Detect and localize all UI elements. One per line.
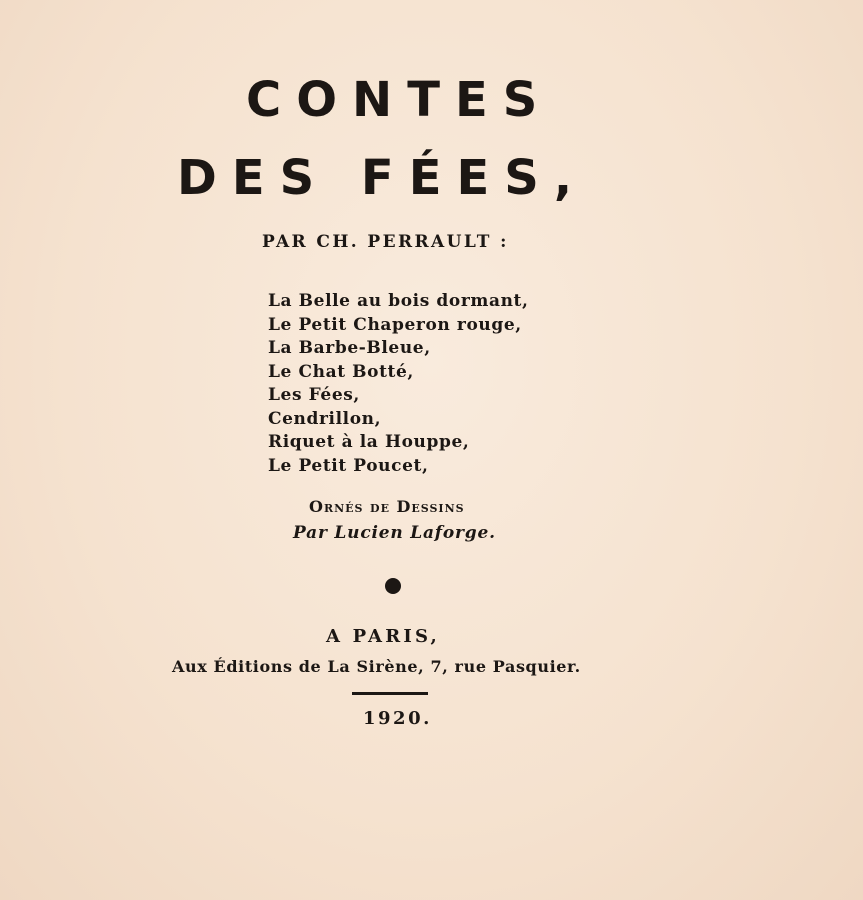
divider-rule	[352, 692, 428, 695]
tales-list	[268, 290, 529, 478]
illustrator-line: Par Lucien Laforge.	[293, 523, 496, 543]
title-line-2: DES FÉES,	[177, 150, 588, 206]
title-line-1: CONTES	[246, 72, 553, 128]
city-line: A PARIS,	[326, 626, 441, 647]
tale-item: La Barbe-Bleue,	[268, 338, 431, 358]
bullet-ornament-icon	[385, 578, 401, 594]
tale-item: La Belle au bois dormant,	[268, 291, 529, 311]
publisher-line: Aux Éditions de La Sirène, 7, rue Pasquier.	[172, 657, 581, 676]
publication-year: 1920.	[363, 708, 432, 729]
tale-item: Cendrillon,	[268, 408, 382, 429]
tale-item: Le Chat Botté,	[268, 361, 414, 382]
author-line: PAR CH. PERRAULT :	[262, 232, 509, 252]
tale-item: Riquet à la Houppe,	[268, 432, 470, 452]
tale-item: Le Petit Poucet,	[268, 455, 429, 476]
tale-item: Les Fées,	[268, 385, 360, 405]
tale-item: Le Petit Chaperon rouge,	[268, 314, 522, 335]
ornes-line: Ornés de Dessins	[309, 497, 465, 516]
